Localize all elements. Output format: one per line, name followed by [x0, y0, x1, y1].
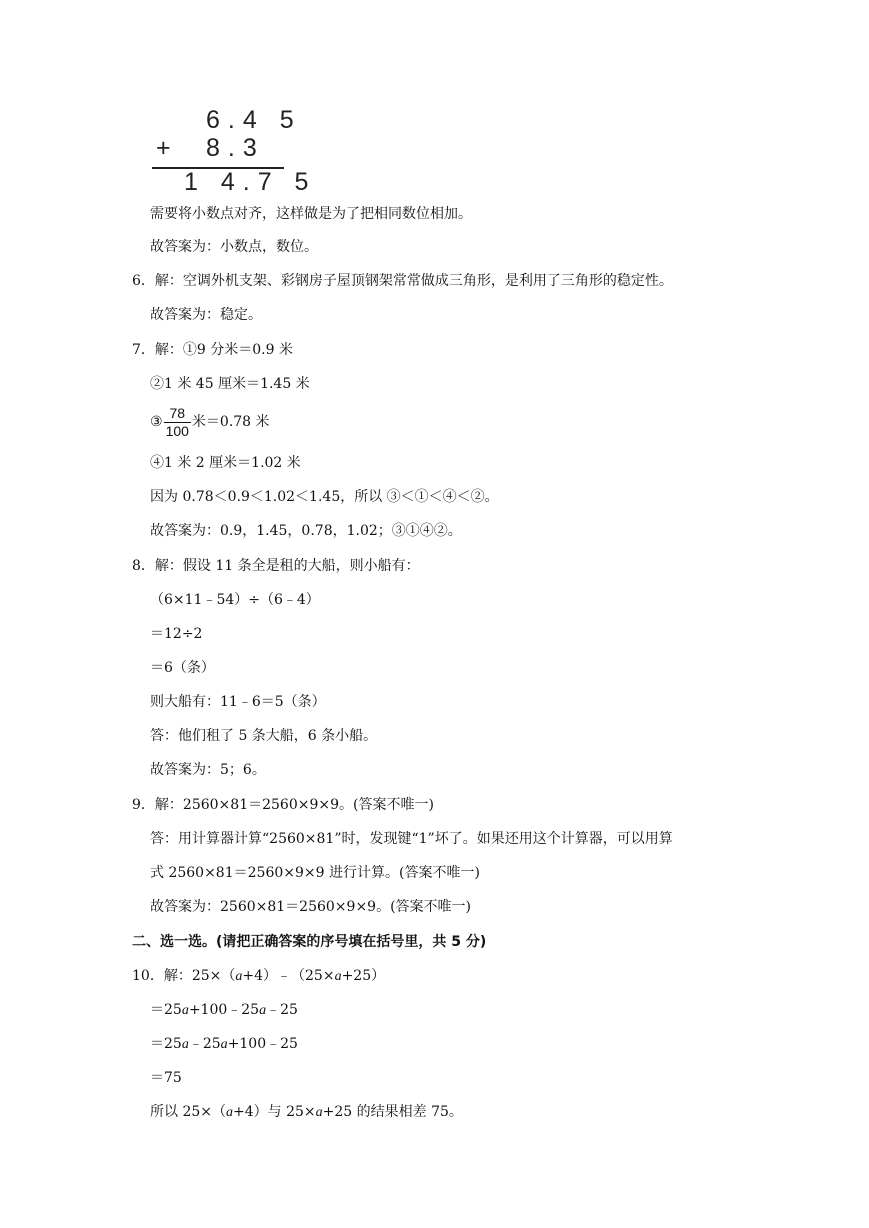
q8-reply: 答：他们租了 5 条大船，6 条小船。 — [150, 728, 378, 744]
q8-line-1 — [132, 556, 420, 576]
q8-number: 8． — [132, 558, 155, 574]
variable-a: a — [235, 969, 243, 984]
q10-text: ＝25 — [150, 1002, 182, 1018]
q8-line-3: ＝12÷2 — [150, 626, 203, 642]
q7-number: 7． — [132, 342, 155, 358]
q7-compare: 因为 0.78＜0.9＜1.02＜1.45，所以 ③＜①＜④＜②。 — [150, 489, 499, 505]
variable-a: a — [334, 969, 342, 984]
fraction — [164, 405, 191, 440]
q10-number: 10． — [132, 968, 164, 984]
q10-text: +25） — [341, 968, 386, 984]
q9-line-1 — [132, 795, 434, 815]
variable-a: a — [181, 1003, 189, 1018]
q9-number: 9． — [132, 797, 155, 813]
q10-text: +100﹣25 — [227, 1036, 298, 1052]
q8-line-4: ＝6（条） — [150, 660, 215, 676]
plus-sign: + — [156, 134, 179, 162]
variable-a: a — [220, 1037, 228, 1052]
q10-text: 所以 25×（ — [150, 1104, 226, 1120]
q8-line-2: （6×11﹣54）÷（6﹣4） — [150, 592, 320, 608]
q8-text-1: 解：假设 11 条全是租的大船，则小船有： — [154, 558, 420, 574]
variable-a: a — [181, 1037, 189, 1052]
q6-number: 6． — [132, 273, 155, 289]
addend-1: 6.4 5 — [206, 106, 302, 134]
q5-explain: 需要将小数点对齐，这样做是为了把相同数位相加。 — [150, 206, 472, 222]
q9-reply-1: 答：用计算器计算“2560×81”时，发现键“1”坏了。如果还用这个计算器，可以用算 — [150, 831, 673, 847]
section-2-title: 二、选一选。(请把正确答案的序号填在括号里，共 5 分) — [132, 934, 487, 950]
q10-line-4: ＝75 — [150, 1070, 182, 1086]
q6-text: 解：空调外机支架、彩钢房子屋顶钢架常常做成三角形，是利用了三角形的稳定性。 — [154, 273, 673, 289]
vertical-addition — [150, 104, 317, 196]
q8-line-5: 则大船有：11﹣6＝5（条） — [150, 694, 326, 710]
q7-suffix: 米＝0.78 米 — [191, 414, 270, 430]
fraction-denominator: 100 — [165, 422, 189, 439]
q10-text: 解：25×（ — [163, 968, 236, 984]
q10-line-2 — [150, 1000, 298, 1021]
q10-text: +4）﹣（25× — [242, 968, 335, 984]
fraction-numerator: 78 — [164, 405, 191, 423]
q6-answer: 故答案为：稳定。 — [150, 307, 262, 323]
q7-prefix: ③ — [150, 414, 163, 430]
variable-a: a — [315, 1105, 323, 1120]
q7-answer: 故答案为：0.9，1.45，0.78，1.02；③①④②。 — [150, 523, 462, 539]
q10-text: +4）与 25× — [233, 1104, 316, 1120]
q9-text-1: 解：2560×81＝2560×9×9。(答案不唯一) — [154, 797, 434, 813]
q7-line-4: ④1 米 2 厘米＝1.02 米 — [150, 455, 301, 471]
variable-a: a — [226, 1105, 233, 1120]
q10-text: ﹣25 — [266, 1002, 298, 1018]
q6-line — [132, 271, 673, 291]
q9-answer: 故答案为：2560×81＝2560×9×9。(答案不唯一) — [150, 899, 472, 915]
q7-line-2: ②1 米 45 厘米＝1.45 米 — [150, 376, 310, 392]
q9-reply-2: 式 2560×81＝2560×9×9 进行计算。(答案不唯一) — [150, 865, 480, 881]
q7-line-1 — [132, 340, 293, 360]
q10-line-3 — [150, 1034, 298, 1055]
sum-result: 1 4.7 5 — [184, 168, 317, 196]
q10-text: ﹣25 — [188, 1036, 221, 1052]
variable-a: a — [259, 1003, 267, 1018]
q7-line-3 — [150, 404, 270, 440]
q10-line-1 — [132, 966, 385, 987]
addend-2: 8.3 — [206, 134, 265, 162]
q7-text-1: 解：①9 分米＝0.9 米 — [154, 342, 293, 358]
q10-conclusion — [150, 1102, 463, 1123]
q8-answer: 故答案为：5；6。 — [150, 762, 266, 778]
q5-answer: 故答案为：小数点，数位。 — [150, 239, 318, 255]
q10-text: +100﹣25 — [188, 1002, 260, 1018]
q10-text: +25 的结果相差 75。 — [322, 1104, 463, 1120]
q10-text: ＝25 — [150, 1036, 182, 1052]
